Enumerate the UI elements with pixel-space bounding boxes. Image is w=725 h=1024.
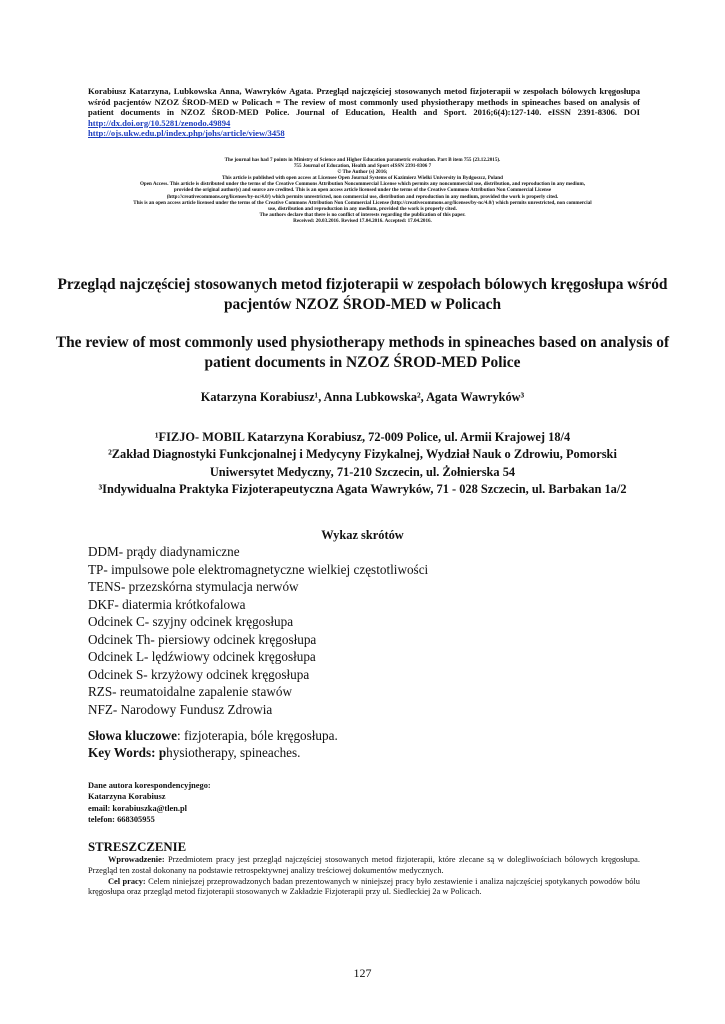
journal-note-line: The authors declare that there is no conflict of interests regarding the publication of this paper. (259, 211, 466, 218)
abstract-heading: STRESZCZENIE (88, 840, 187, 854)
keywords-english (88, 744, 338, 761)
title-polish: Przegląd najczęściej stosowanych metod fizjoterapii w zespołach bólowych kręgosłupa wśród pacjentów NZOZ ŚROD-MED w Policach (57, 276, 668, 313)
journal-note-line: Open Access. This article is distributed under the terms of the Creative Commons Attribution Noncommercial License which permits any noncommercial use, distribution, and reproduction in any medium, (139, 181, 586, 188)
keywords-english-label: Key Words: p (88, 745, 167, 760)
abbreviation-item: NFZ- Narodowy Fundusz Zdrowia (88, 701, 273, 717)
affiliations (60, 429, 665, 498)
title-english: The review of most commonly used physiotherapy methods in spineaches based on analysis of patient documents in NZOZ ŚROD-MED Police (55, 334, 670, 371)
keywords-polish-text: : fizjoterapia, bóle kręgosłupa. (177, 728, 338, 743)
abbreviation-item: Odcinek L- lędźwiowy odcinek kręgosłupa (88, 649, 316, 664)
affiliation-3: ³Indywidualna Praktyka Fizjoterapeutyczna Agata Wawryków, 71 - 028 Szczecin, ul. Barbakan 1a/2 (98, 481, 627, 496)
journal-note-line: 755 Journal of Education, Health and Sport eISSN 2391-8306 7 (293, 163, 432, 170)
correspondence-email: email: korabiuszka@tlen.pl (88, 803, 187, 813)
citation-text: Korabiusz Katarzyna, Lubkowska Anna, Wawryków Agata. Przegląd najczęściej stosowanych metod fizjoterapii w zespołach bólowych kręgosłupa wśród pacjentów NZOZ ŚROD-MED w Policach = The review of most commonly used physiotherapy methods in spineaches based on analysis of patient documents in NZOZ ŚROD-MED Police. Journal of Education, Health and Sport. 2016;6(4):127-140. eISSN 2391-8306. DOI (88, 86, 640, 118)
abstract-text: Przedmiotem pracy jest przegląd najczęściej stosowanych metod fizjoterapii, które zlecane są w dolegliwościach bólowych kręgosłupa. Przegląd ten został dokonany na podstawie retrospektywnej analizy treściowej dokumentów medycznych. (88, 855, 640, 875)
affiliation-2: ²Zakład Diagnostyki Funkcjonalnej i Medycyny Fizykalnej, Wydział Nauk o Zdrowiu, Pomorski Uniwersytet Medyczny, 71-210 Szczecin, ul. Żołnierska 54 (108, 447, 617, 479)
abbreviation-item: TP- impulsowe pole elektromagnetyczne wielkiej częstotliwości (88, 561, 429, 577)
journal-notes (60, 157, 665, 224)
abstract-body (88, 855, 640, 898)
abbreviation-item: Odcinek Th- piersiowy odcinek kręgosłupa (88, 631, 317, 647)
journal-note-line: Received: 20.03.2016. Revised 17.04.2016. Accepted: 17.04.2016. (293, 217, 432, 224)
abbreviation-item: Odcinek C- szyjny odcinek kręgosłupa (88, 614, 294, 629)
citation-block (88, 86, 640, 139)
abstract-text: Celem niniejszej przeprowadzonych badan prezentowanych w niniejszej pracy było zestawienie i analiza najczęściej spotykanych powodów bólu kręgosłupa oraz przegląd metod fizjoterapii stosowanych w Zakładzie Fizjoterapii przy ul. Siedleckiej 2a w Policach. (88, 876, 640, 897)
journal-note-line: The journal has had 7 points in Ministry of Science and Higher Education parametric evaluation. Part B item 755 (23.12.2015). (224, 157, 501, 163)
affiliation-1: ¹FIZJO- MOBIL Katarzyna Korabiusz, 72-009 Police, ul. Armii Krajowej 18/4 (154, 430, 571, 444)
correspondence-phone: telefon: 668305955 (88, 814, 155, 824)
abstract-label: Cel pracy: (108, 876, 146, 886)
abstract-paragraph (88, 877, 640, 899)
page-number: 127 (353, 966, 372, 980)
journal-note-line: This is an open access article licensed under the terms of the Creative Commons Attribution Non Commercial License (http://creativecommons.org/licenses/by-nc/4.0/) which permits unrestricted, non commercial (133, 199, 592, 206)
doi-link[interactable]: http://dx.doi.org/10.5281/zenodo.49894 (88, 117, 231, 128)
correspondence-name: Katarzyna Korabiusz (88, 792, 166, 802)
abbreviation-item: Odcinek S- krzyżowy odcinek kręgosłupa (88, 666, 310, 682)
keywords-block (88, 727, 338, 761)
journal-note-line: © The Author (s) 2016; (337, 169, 388, 176)
keywords-polish-label: Słowa kluczowe (88, 728, 178, 743)
abbreviation-item: DKF- diatermia krótkofalowa (88, 596, 246, 612)
keywords-english-text: hysiotherapy, spineaches. (166, 745, 301, 760)
keywords-polish (88, 727, 338, 744)
journal-note-line: This article is published with open access at Licensee Open Journal Systems of Kazimierz Wielki University in Bydgoszcz, Poland (222, 175, 503, 182)
abbreviation-item: RZS- reumatoidalne zapalenie stawów (88, 684, 292, 699)
abbreviation-item: DDM- prądy diadynamiczne (88, 544, 240, 559)
correspondence-heading: Dane autora korespondencyjnego: (88, 781, 211, 790)
journal-note-line: use, distribution and reproduction in any medium, provided the work is properly cited. (268, 205, 457, 212)
abbreviations-heading: Wykaz skrótów (321, 528, 404, 542)
journal-note-line: (http://creativecommons.org/licenses/by-nc/4.0/) which permits unrestricted, non commercial use, distribution and reproduction in any medium, provided the work is properly cited. (166, 193, 559, 200)
abbreviations-list (88, 543, 428, 718)
abstract-paragraph (88, 855, 640, 877)
abstract-label: Wprowadzenie: (108, 855, 165, 864)
journal-note-line: provided the original author(s) and source are credited. This is an open access article licensed under the terms of the Creative Commons Attribution Non Commercial License (173, 187, 552, 194)
authors: Katarzyna Korabiusz¹, Anna Lubkowska², Agata Wawryków³ (200, 390, 525, 404)
article-url-link[interactable]: http://ojs.ukw.edu.pl/index.php/johs/article/view/3458 (88, 128, 285, 139)
correspondence-block (88, 780, 211, 825)
abbreviation-item: TENS- przezskórna stymulacja nerwów (88, 579, 299, 594)
